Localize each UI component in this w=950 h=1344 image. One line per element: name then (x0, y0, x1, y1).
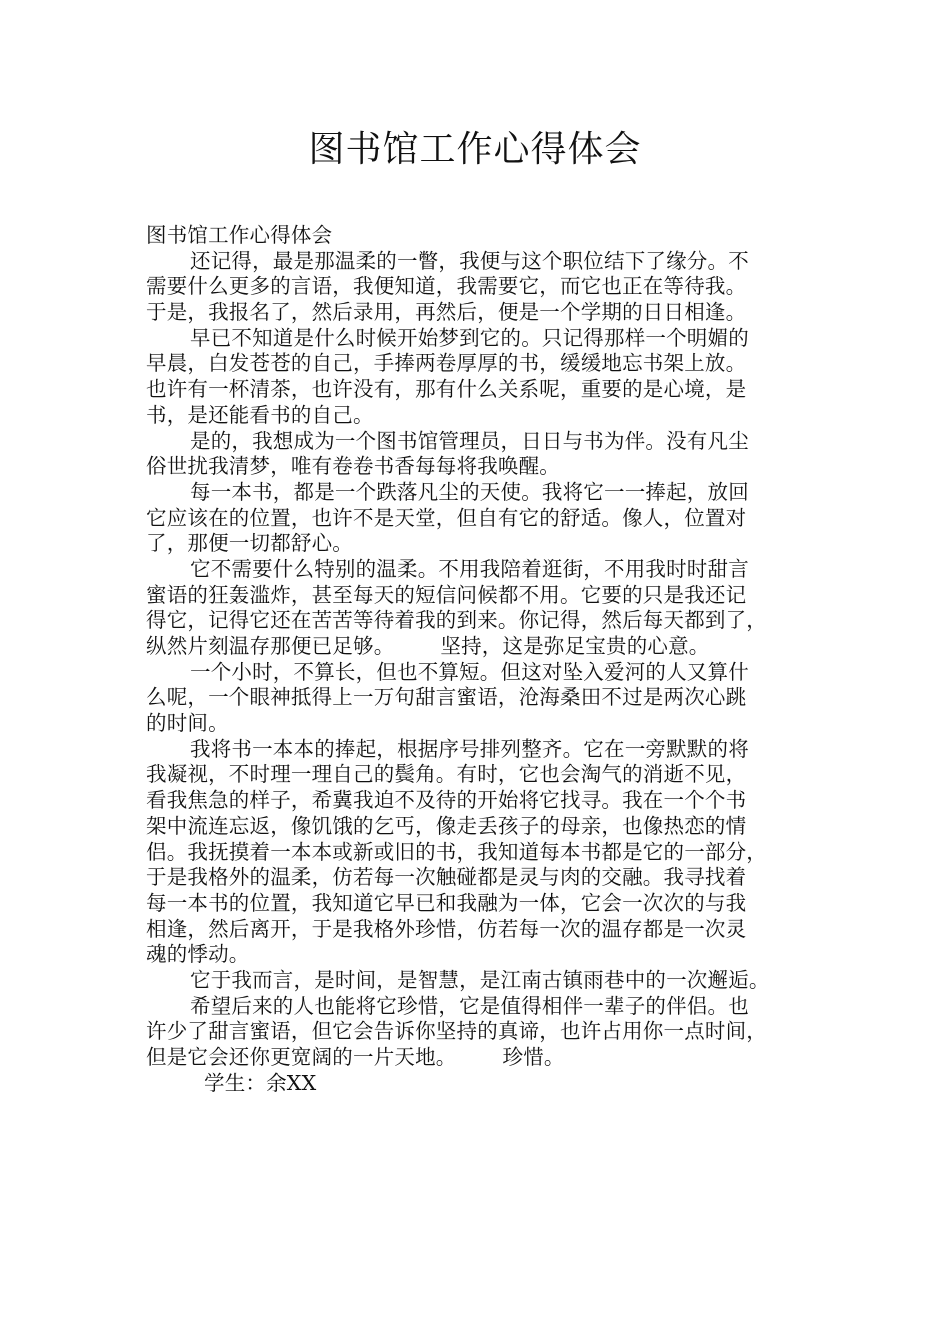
paragraph-line: 我凝视，不时理一理自己的鬓角。有时，它也会淘气的消逝不见， (146, 762, 747, 787)
paragraph-line: 我将书一本本的捧起，根据序号排列整齐。它在一旁默默的将 (190, 736, 749, 761)
paragraph-line: 魂的悸动。 (146, 942, 250, 967)
page-title: 图书馆工作心得体会 (308, 129, 642, 170)
paragraph-line: 希望后来的人也能将它珍惜，它是值得相伴一辈子的伴侣。也 (190, 993, 749, 1018)
subtitle: 图书馆工作心得体会 (146, 223, 333, 247)
paragraph-line: 于是我格外的温柔，仿若每一次触碰都是灵与肉的交融。我寻找着 (146, 865, 747, 890)
paragraph-line: 需要什么更多的言语，我便知道，我需要它，而它也正在等待我。 (146, 274, 747, 299)
paragraph-line: 书，是还能看书的自己。 (146, 402, 374, 427)
paragraph-line: 看我焦急的样子，希冀我迫不及待的开始将它找寻。我在一个个书 (146, 788, 747, 813)
line-segment: 但是它会还你更宽阔的一片天地。 (146, 1045, 457, 1069)
paragraph-line (146, 1045, 820, 1071)
paragraph-line: 它于我而言，是时间，是智慧，是江南古镇雨巷中的一次邂逅。 (190, 967, 770, 992)
paragraph-line: 许少了甜言蜜语，但它会告诉你坚持的真谛，也许占用你一点时间， (146, 1019, 767, 1044)
paragraph-line: 是的，我想成为一个图书馆管理员，日日与书为伴。没有凡尘 (190, 428, 749, 453)
paragraph-line: 一个小时，不算长，但也不算短。但这对坠入爱河的人又算什 (190, 659, 749, 684)
paragraph-line: 侣。我抚摸着一本本或新或旧的书，我知道每本书都是它的一部分， (146, 839, 767, 864)
paragraph-line: 俗世扰我清梦，唯有卷卷书香每每将我唤醒。 (146, 454, 560, 479)
paragraph-line: 的时间。 (146, 711, 229, 736)
paragraph-line: 了，那便一切都舒心。 (146, 531, 353, 556)
document-body (146, 223, 820, 1096)
paragraph-line: 相逢，然后离开，于是我格外珍惜，仿若每一次的温存都是一次灵 (146, 916, 747, 941)
paragraph-line: 于是，我报名了，然后录用，再然后，便是一个学期的日日相逢。 (146, 300, 747, 325)
signature: 学生：余XX (204, 1070, 317, 1095)
paragraph-line: 么呢，一个眼神抵得上一万句甜言蜜语，沧海桑田不过是两次心跳 (146, 685, 747, 710)
paragraph-line: 蜜语的狂轰滥炸，甚至每天的短信问候都不用。它要的只是我还记 (146, 582, 747, 607)
line-segment: 纵然片刻温存那便已足够。 (146, 634, 395, 658)
paragraph-line: 还记得，最是那温柔的一瞥，我便与这个职位结下了缘分。不 (190, 248, 749, 273)
paragraph-line: 每一本书的位置，我知道它早已和我融为一体，它会一次次的与我 (146, 890, 747, 915)
paragraph-line: 早晨，白发苍苍的自己，手捧两卷厚厚的书，缓缓地忘书架上放。 (146, 351, 747, 376)
paragraph-line: 它不需要什么特别的温柔。不用我陪着逛街，不用我时时甜言 (190, 556, 749, 581)
paragraph-line: 也许有一杯清茶，也许没有，那有什么关系呢，重要的是心境，是 (146, 377, 747, 402)
paragraph-line (146, 634, 820, 660)
paragraph-line: 每一本书，都是一个跌落凡尘的天使。我将它一一捧起，放回 (190, 479, 749, 504)
paragraph-line: 得它，记得它还在苦苦等待着我的到来。你记得，然后每天都到了， (146, 608, 767, 633)
paragraph-line: 架中流连忘返，像饥饿的乞丐，像走丢孩子的母亲，也像热恋的情 (146, 813, 747, 838)
paragraph-line: 它应该在的位置，也许不是天堂，但自有它的舒适。像人，位置对 (146, 505, 747, 530)
paragraph-line: 早已不知道是什么时候开始梦到它的。只记得那样一个明媚的 (190, 325, 749, 350)
line-segment: 坚持，这是弥足宝贵的心意。 (440, 634, 710, 658)
line-segment: 珍惜。 (502, 1045, 565, 1069)
